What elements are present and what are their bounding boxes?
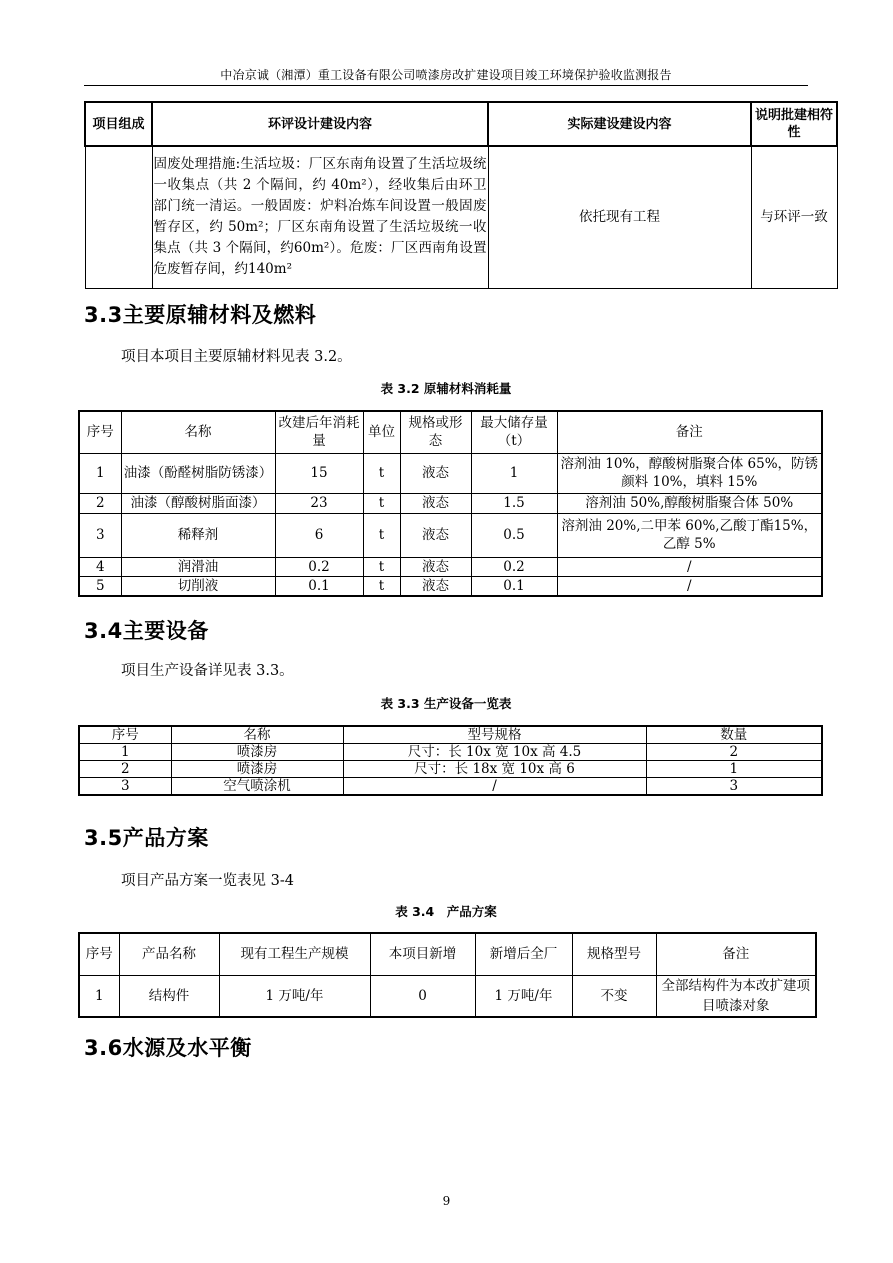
col-header: 名称 xyxy=(171,726,343,744)
col-header: 规格或形态 xyxy=(400,411,471,453)
section-heading: 3.3主要原辅材料及燃料 xyxy=(84,303,317,327)
table-cell: 切削液 xyxy=(121,576,275,596)
project-composition-table xyxy=(84,101,838,289)
table-cell: 1.5 xyxy=(471,493,557,513)
table-row xyxy=(79,975,816,1017)
table-cell: 润滑油 xyxy=(121,557,275,576)
col-header: 本项目新增 xyxy=(370,933,475,975)
table-cell: 液态 xyxy=(400,513,471,557)
table-cell: 15 xyxy=(275,453,363,493)
page-header: 中冶京诚（湘潭）重工设备有限公司喷漆房改扩建设项目竣工环境保护验收监测报告 xyxy=(220,68,672,82)
section-intro: 项目生产设备详见表 3.3。 xyxy=(121,663,294,679)
table-cell: / xyxy=(343,778,646,796)
col-header: 实际建设建设内容 xyxy=(488,102,751,146)
table-cell: 1 xyxy=(646,761,822,778)
col-header: 产品名称 xyxy=(119,933,219,975)
materials-table xyxy=(78,410,823,597)
table-cell xyxy=(85,146,152,288)
table-caption: 表 3.3 生产设备一览表 xyxy=(380,696,512,711)
header-rule xyxy=(84,85,808,86)
col-header: 项目组成 xyxy=(85,102,152,146)
table-header-row xyxy=(79,411,822,453)
table-row xyxy=(79,761,822,778)
table-cell: 溶剂油 10%，醇酸树脂聚合体 65%，防锈颜料 10%，填料 15% xyxy=(557,453,822,493)
table-cell: t xyxy=(363,493,400,513)
table-row xyxy=(79,453,822,493)
table-cell: 0.2 xyxy=(471,557,557,576)
table-cell: 空气喷涂机 xyxy=(171,778,343,796)
table-cell: 液态 xyxy=(400,493,471,513)
table-cell: 溶剂油 20%,二甲苯 60%,乙酸丁酯15%，乙醇 5% xyxy=(557,513,822,557)
table-row xyxy=(79,557,822,576)
table-cell: 0.1 xyxy=(275,576,363,596)
table-cell: 固废处理措施:生活垃圾：厂区东南角设置了生活垃圾统一收集点（共 2 个隔间，约 40m²），经收集后由环卫部门统一清运。一般固废：炉料冶炼车间设置一般固废暂存区，约 50m²；厂区东南角设置了生活垃圾统一收集点（共 3 个隔间，约60m²）。危废：厂区西南角设置危废暂存间，约140m² xyxy=(152,146,488,288)
col-header: 备注 xyxy=(557,411,822,453)
table-cell: / xyxy=(557,557,822,576)
table-row xyxy=(79,513,822,557)
col-header: 最大储存量（t） xyxy=(471,411,557,453)
table-cell: 4 xyxy=(79,557,121,576)
table-cell: / xyxy=(557,576,822,596)
table-cell: 喷漆房 xyxy=(171,761,343,778)
table-cell: 液态 xyxy=(400,453,471,493)
table-row xyxy=(79,778,822,796)
table-cell: t xyxy=(363,453,400,493)
col-header: 单位 xyxy=(363,411,400,453)
table-caption: 表 3.2 原辅材料消耗量 xyxy=(380,381,512,396)
table-cell: 溶剂油 50%,醇酸树脂聚合体 50% xyxy=(557,493,822,513)
table-cell: 5 xyxy=(79,576,121,596)
table-cell: 0 xyxy=(370,975,475,1017)
col-header: 名称 xyxy=(121,411,275,453)
table-cell: 油漆（酚醛树脂防锈漆） xyxy=(121,453,275,493)
table-cell: 稀释剂 xyxy=(121,513,275,557)
col-header: 序号 xyxy=(79,726,171,744)
table-cell: 3 xyxy=(79,513,121,557)
table-row xyxy=(79,493,822,513)
table-cell: 2 xyxy=(79,493,121,513)
table-cell: 尺寸：长 10x 宽 10x 高 4.5 xyxy=(343,744,646,761)
table-cell: 0.2 xyxy=(275,557,363,576)
col-header: 数量 xyxy=(646,726,822,744)
table-cell: 1 xyxy=(79,744,171,761)
table-header-row xyxy=(79,933,816,975)
col-header: 新增后全厂 xyxy=(475,933,572,975)
page-number: 9 xyxy=(442,1194,451,1208)
col-header: 型号规格 xyxy=(343,726,646,744)
col-header: 环评设计建设内容 xyxy=(152,102,488,146)
table-cell: t xyxy=(363,513,400,557)
table-cell: 依托现有工程 xyxy=(488,146,751,288)
table-cell: 1 万吨/年 xyxy=(475,975,572,1017)
table-cell: 0.5 xyxy=(471,513,557,557)
table-cell: 23 xyxy=(275,493,363,513)
table-cell: 液态 xyxy=(400,557,471,576)
table-cell: 1 xyxy=(79,453,121,493)
table-cell: 6 xyxy=(275,513,363,557)
table-cell: 1 xyxy=(79,975,119,1017)
table-cell: 与环评一致 xyxy=(751,146,837,288)
table-cell: 油漆（醇酸树脂面漆） xyxy=(121,493,275,513)
section-intro: 项目产品方案一览表见 3-4 xyxy=(121,873,294,889)
section-heading: 3.4主要设备 xyxy=(84,619,209,643)
product-plan-table xyxy=(78,932,817,1018)
equipment-table xyxy=(78,725,823,796)
table-cell: 喷漆房 xyxy=(171,744,343,761)
table-cell: 全部结构件为本改扩建项目喷漆对象 xyxy=(656,975,816,1017)
table-cell: 尺寸：长 18x 宽 10x 高 6 xyxy=(343,761,646,778)
table-cell: 1 万吨/年 xyxy=(219,975,370,1017)
table-row xyxy=(79,744,822,761)
table-cell: 3 xyxy=(646,778,822,796)
col-header: 序号 xyxy=(79,933,119,975)
table-row xyxy=(85,146,837,288)
col-header: 改建后年消耗量 xyxy=(275,411,363,453)
table-cell: 不变 xyxy=(572,975,656,1017)
section-heading: 3.6水源及水平衡 xyxy=(84,1036,252,1060)
table-header-row xyxy=(85,102,837,146)
section-intro: 项目本项目主要原辅材料见表 3.2。 xyxy=(121,349,352,365)
table-caption: 表 3.4 产品方案 xyxy=(395,904,497,919)
table-cell: 1 xyxy=(471,453,557,493)
col-header: 现有工程生产规模 xyxy=(219,933,370,975)
col-header: 备注 xyxy=(656,933,816,975)
table-cell: 2 xyxy=(79,761,171,778)
table-cell: 0.1 xyxy=(471,576,557,596)
col-header: 规格型号 xyxy=(572,933,656,975)
section-heading: 3.5产品方案 xyxy=(84,826,209,850)
col-header: 说明批建相符性 xyxy=(751,102,837,146)
col-header: 序号 xyxy=(79,411,121,453)
table-row xyxy=(79,576,822,596)
table-cell: 2 xyxy=(646,744,822,761)
table-cell: 液态 xyxy=(400,576,471,596)
table-cell: t xyxy=(363,576,400,596)
table-cell: t xyxy=(363,557,400,576)
table-header-row xyxy=(79,726,822,744)
table-cell: 3 xyxy=(79,778,171,796)
table-cell: 结构件 xyxy=(119,975,219,1017)
